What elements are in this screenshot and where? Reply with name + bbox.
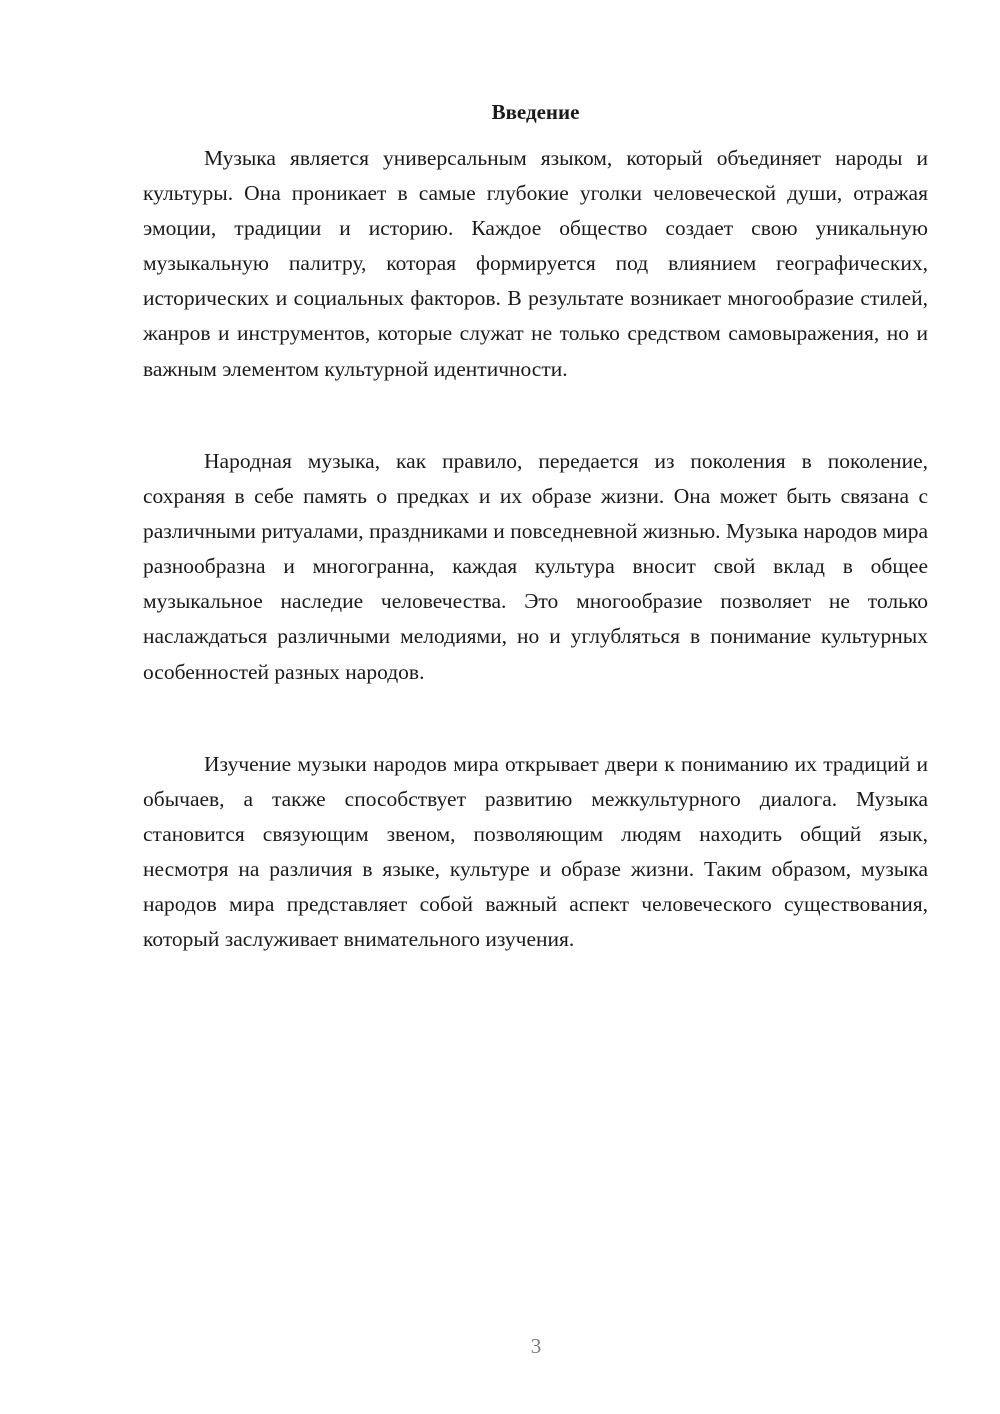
page-title: Введение <box>491 100 580 124</box>
paragraph-intro-2: Народная музыка, как правило, передается из поколения в поколение, сохраняя в себе память о предках и их образе жизни. Она может быть связана с различными ритуалами, праздниками и повседневной жизнью. Музыка народов мира разнообразна и многогранна, каждая культура вносит свой вклад в общее музыкальное наследие человечества. Это многообразие позволяет не только наслаждаться различными мелодиями, но и углубляться в понимание культурных особенностей разных народов. <box>143 449 928 684</box>
paragraph-intro-1: Музыка является универсальным языком, который объединяет народы и культуры. Она проникает в самые глубокие уголки человеческой души, отражая эмоции, традиции и историю. Каждое общество создает свою уникальную музыкальную палитру, которая формируется под влиянием географических, исторических и социальных факторов. В результате возникает многообразие стилей, жанров и инструментов, которые служат не только средством самовыражения, но и важным элементом культурной идентичности. <box>143 146 928 381</box>
page-number: 3 <box>530 1334 542 1358</box>
paragraph-intro-3: Изучение музыки народов мира открывает двери к пониманию их традиций и обычаев, а также способствует развитию межкультурного диалога. Музыка становится связующим звеном, позволяющим людям находить общий язык, несмотря на различия в языке, культуре и образе жизни. Таким образом, музыка народов мира представляет собой важный аспект человеческого существования, который заслуживает внимательного изучения. <box>143 752 928 952</box>
